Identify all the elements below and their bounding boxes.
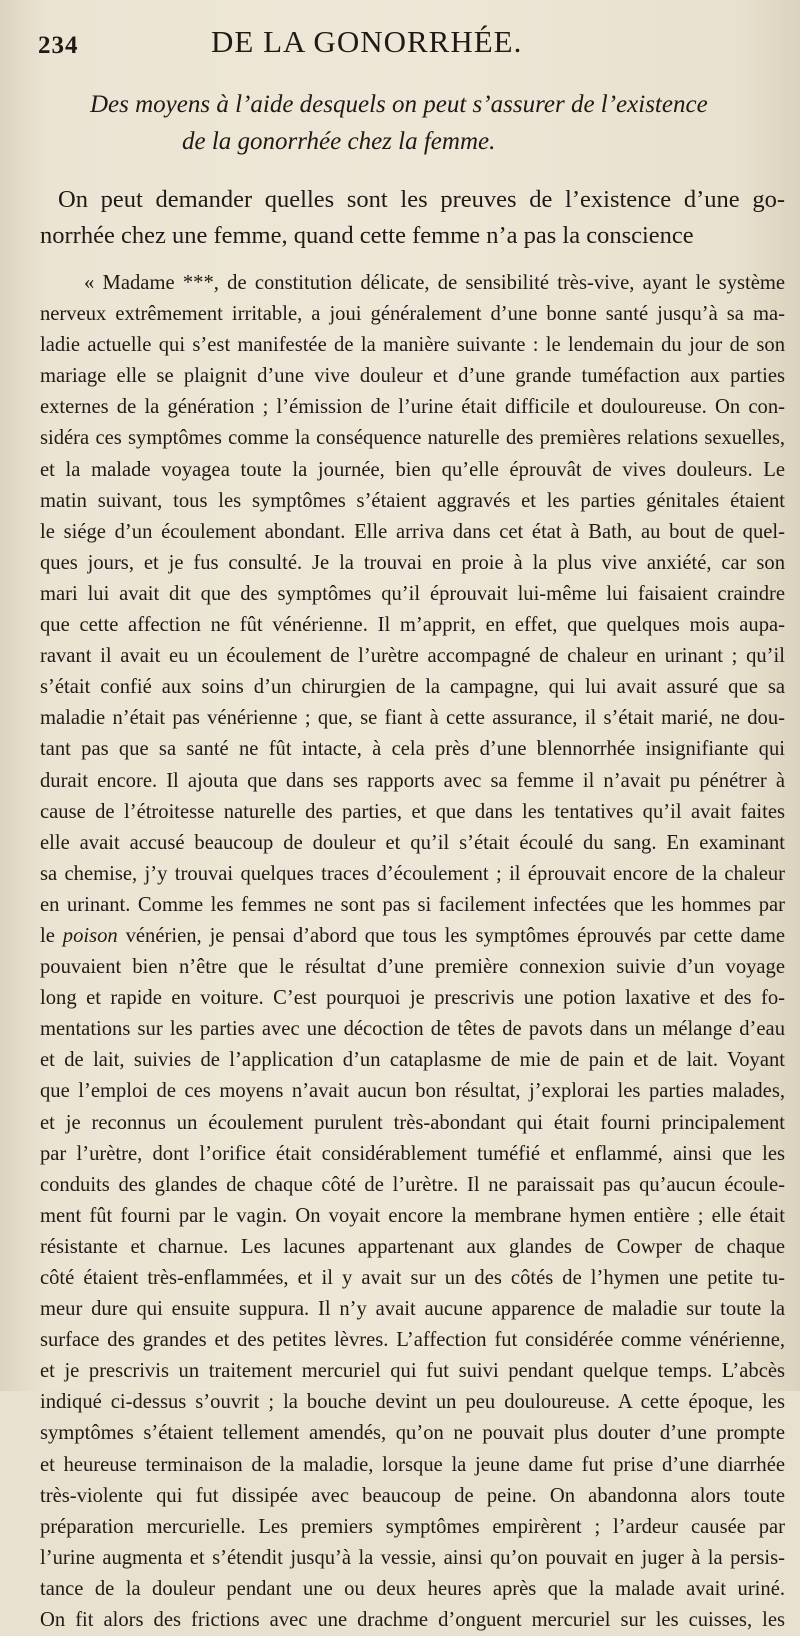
text-line: et la malade voyagea toute la journée, bien qu’elle éprouvât de vives douleurs. Le xyxy=(40,458,785,481)
intro-paragraph-line: norrhée chez une femme, quand cette femme n’a pas la conscience xyxy=(40,222,694,249)
text-line: très-violente qui fut dissipée avec beaucoup de peine. On abandonna alors toute xyxy=(40,1484,785,1507)
section-title xyxy=(40,86,780,160)
text-line: que l’emploi de ces moyens n’avait aucun bon résultat, j’explorai les parties malades, xyxy=(40,1080,785,1103)
text-line: elle avait accusé beaucoup de douleur et qu’il s’était écoulé du sang. En examinant xyxy=(40,831,785,854)
running-header xyxy=(38,24,778,64)
text-line: le siége d’un écoulement abondant. Elle arriva dans cet état à Bath, au bout de quel- xyxy=(40,520,785,543)
text-line: le poison vénérien, je pensai d’abord que tous les symptômes éprouvés par cette dame xyxy=(40,924,785,947)
section-title-line: Des moyens à l’aide desquels on peut s’assurer de l’existence xyxy=(90,91,708,118)
text-line: symptômes s’étaient tellement amendés, qu’on ne pouvait plus douter d’une prompte xyxy=(40,1422,785,1445)
text-line: en urinant. Comme les femmes ne sont pas si facilement infectées que les hommes par xyxy=(40,893,785,916)
text-line: mariage elle se plaignit d’une vive douleur et d’une grande tuméfaction aux parties xyxy=(40,365,785,388)
text-line: pouvaient bien n’être que le résultat d’une première connexion suivie d’un voyage xyxy=(40,956,785,979)
text-line: maladie n’était pas vénérienne ; que, se fiant à cette assurance, il s’était marié, ne dou- xyxy=(40,707,785,730)
text-line: tance de la douleur pendant une ou deux heures après que la malade avait uriné. xyxy=(40,1577,785,1600)
text-line: nerveux extrêmement irritable, a joui généralement d’une bonne santé jusqu’à sa ma- xyxy=(40,303,785,326)
text-line: On fit alors des frictions avec une drachme d’onguent mercuriel sur les cuisses, les xyxy=(40,1609,785,1632)
text-line: préparation mercurielle. Les premiers symptômes empirèrent ; l’ardeur causée par xyxy=(40,1515,785,1538)
text-line: ravant il avait eu un écoulement de l’urètre accompagné de chaleur en urinant ; qu’il xyxy=(40,645,785,668)
text-line: conduits des glandes de chaque côté de l’urètre. Il ne paraissait pas qu’aucun écoule- xyxy=(40,1173,785,1196)
text-line: externes de la génération ; l’émission de l’urine était difficile et douloureuse. On con- xyxy=(40,396,785,419)
text-line: « Madame ***, de constitution délicate, de sensibilité très-vive, ayant le système xyxy=(84,272,785,294)
text-line: ment fût fourni par le vagin. On voyait encore la membrane hymen entière ; elle était xyxy=(40,1204,785,1227)
text-line: ladie actuelle qui s’est manifestée de la manière suivante : le lendemain du jour de son xyxy=(40,334,785,357)
running-title: DE LA GONORRHÉE. xyxy=(211,24,523,59)
text-line: durait encore. Il ajouta que dans ses rapports avec sa femme il n’avait pu pénétrer à xyxy=(40,769,785,792)
text-line: et je prescrivis un traitement mercuriel qui fut suivi pendant quelque temps. L’abcès xyxy=(40,1360,785,1383)
text-line: ques jours, et je fus consulté. Je la trouvai en proie à la plus vive anxiété, car son xyxy=(40,551,785,574)
italic-word: poison xyxy=(62,924,118,947)
intro-paragraph-line: On peut demander quelles sont les preuves de l’existence d’une go- xyxy=(58,186,785,213)
case-report-paragraph xyxy=(40,268,785,1636)
text-line: sa chemise, j’y trouvai quelques traces d’écoulement ; il éprouvait encore de la chaleur xyxy=(40,862,785,885)
page-number: 234 xyxy=(38,32,79,59)
text-line: tant pas que sa santé ne fût intacte, à cela près d’une blennorrhée insignifiante qui xyxy=(40,738,785,761)
text-line: et je reconnus un écoulement purulent très-abondant qui était fourni principalement xyxy=(40,1111,785,1134)
text-line: mari lui avait dit que des symptômes qu’il éprouvait lui-même lui faisaient craindre xyxy=(40,582,785,605)
text-line: surface des grandes et des petites lèvres. L’affection fut considérée comme vénérienne, xyxy=(40,1329,785,1352)
section-title-line: de la gonorrhée chez la femme. xyxy=(182,128,496,155)
body-text xyxy=(40,182,785,1636)
text-line: meur dure qui ensuite suppura. Il n’y avait aucune apparence de maladie sur toute la xyxy=(40,1298,785,1321)
text-line: sidéra ces symptômes comme la conséquence naturelle des premières relations sexuelles, xyxy=(40,427,785,450)
text-line: s’était confié aux soins d’un chirurgien de la campagne, qui lui avait assuré que sa xyxy=(40,676,785,699)
text-line: côté étaient très-enflammées, et il y avait sur un des côtés de l’hymen une petite tu- xyxy=(40,1267,785,1289)
text-line: résistante et charnue. Les lacunes appartenant aux glandes de Cowper de chaque xyxy=(40,1235,785,1258)
text-line: et de lait, suivies de l’application d’un cataplasme de mie de pain et de lait. Voyant xyxy=(40,1049,785,1072)
text-line: et heureuse terminaison de la maladie, lorsque la jeune dame fut prise d’une diarrhée xyxy=(40,1453,785,1476)
text-line: long et rapide en voiture. C’est pourquoi je prescrivis une potion laxative et des fo- xyxy=(40,987,785,1010)
text-line: l’urine augmenta et s’étendit jusqu’à la vessie, ainsi qu’on pouvait en juger à la persis- xyxy=(40,1546,785,1569)
text-line: cause de l’étroitesse naturelle des parties, et que dans les tentatives qu’il avait faites xyxy=(40,800,785,823)
text-line: mentations sur les parties avec une décoction de têtes de pavots dans un mélange d’eau xyxy=(40,1018,785,1041)
text-line: par l’urètre, dont l’orifice était considérablement tuméfié et enflammé, ainsi que les xyxy=(40,1142,785,1165)
text-line: matin suivant, tous les symptômes s’étaient aggravés et les parties génitales étaient xyxy=(40,489,785,512)
text-line: indiqué ci-dessus s’ouvrit ; la bouche devint un peu douloureuse. A cette époque, les xyxy=(40,1391,785,1414)
text-line: que cette affection ne fût vénérienne. Il m’apprit, en effet, que quelques mois aupa- xyxy=(40,614,785,637)
